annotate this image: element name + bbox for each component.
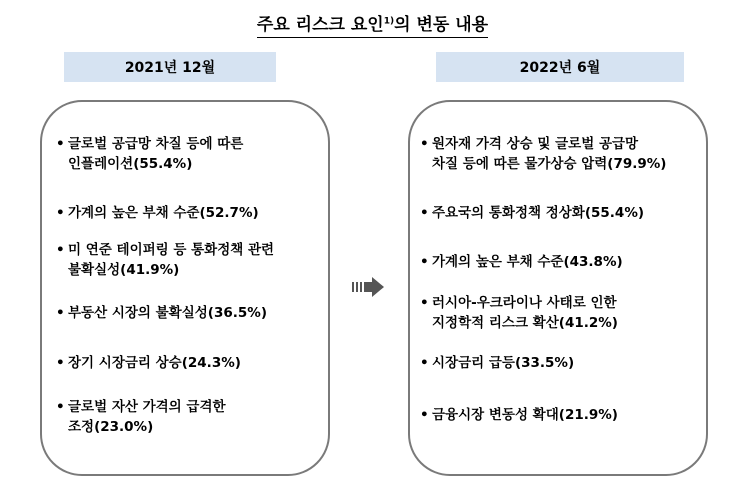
bullet: •	[420, 407, 429, 423]
right-risk-item	[420, 252, 623, 272]
left-risk-item-text: 미 연준 테이퍼링 등 통화정책 관련 불확실성(41.9%)	[68, 242, 275, 278]
left-risk-item-text: 글로벌 공급망 차질 등에 따른 인플레이션(55.4%)	[68, 136, 244, 172]
left-risk-item	[56, 397, 226, 437]
right-risk-item-text: 시장금리 급등(33.5%)	[432, 355, 575, 371]
bullet: •	[420, 295, 429, 311]
left-risk-item	[56, 203, 259, 223]
left-risk-item-text: 글로벌 자산 가격의 급격한 조정(23.0%)	[68, 399, 226, 435]
left-risk-item-text: 부동산 시장의 불확실성(36.5%)	[68, 305, 267, 321]
right-risk-item	[420, 134, 666, 174]
right-risk-item-text: 러시아-우크라이나 사태로 인한 지정학적 리스크 확산(41.2%)	[432, 295, 618, 331]
left-period-header: 2021년 12월	[64, 52, 276, 82]
bullet: •	[56, 205, 65, 221]
bullet: •	[420, 205, 429, 221]
bullet: •	[420, 355, 429, 371]
bullet: •	[420, 136, 429, 152]
right-period-header: 2022년 6월	[436, 52, 684, 82]
left-risk-item	[56, 134, 243, 174]
right-risk-item	[420, 353, 574, 373]
right-risk-item-text: 금융시장 변동성 확대(21.9%)	[432, 407, 618, 423]
bullet: •	[56, 242, 65, 258]
bullet: •	[56, 136, 65, 152]
left-risk-item	[56, 240, 274, 280]
page-title-text	[257, 10, 488, 38]
title-footnote-mark: 1)	[383, 16, 395, 27]
right-risk-item-text: 주요국의 통화정책 정상화(55.4%)	[432, 205, 645, 221]
arrow-right-icon	[352, 276, 386, 298]
bullet: •	[420, 254, 429, 270]
left-risk-item	[56, 303, 267, 323]
right-risk-item-text: 가계의 높은 부채 수준(43.8%)	[432, 254, 623, 270]
right-risk-item	[420, 203, 644, 223]
page-title	[0, 10, 745, 38]
left-risk-item	[56, 353, 241, 373]
bullet: •	[56, 399, 65, 415]
right-risk-item	[420, 405, 618, 425]
right-risk-item-text: 원자재 가격 상승 및 글로벌 공급망 차질 등에 따른 물가상승 압력(79.9%)	[432, 136, 667, 172]
left-risk-item-text: 가계의 높은 부채 수준(52.7%)	[68, 205, 259, 221]
right-risk-item	[420, 293, 618, 333]
bullet: •	[56, 355, 65, 371]
title-suffix: 의 변동 내용	[394, 15, 489, 35]
left-risk-item-text: 장기 시장금리 상승(24.3%)	[68, 355, 241, 371]
title-main: 주요 리스크 요인	[256, 15, 384, 35]
bullet: •	[56, 305, 65, 321]
